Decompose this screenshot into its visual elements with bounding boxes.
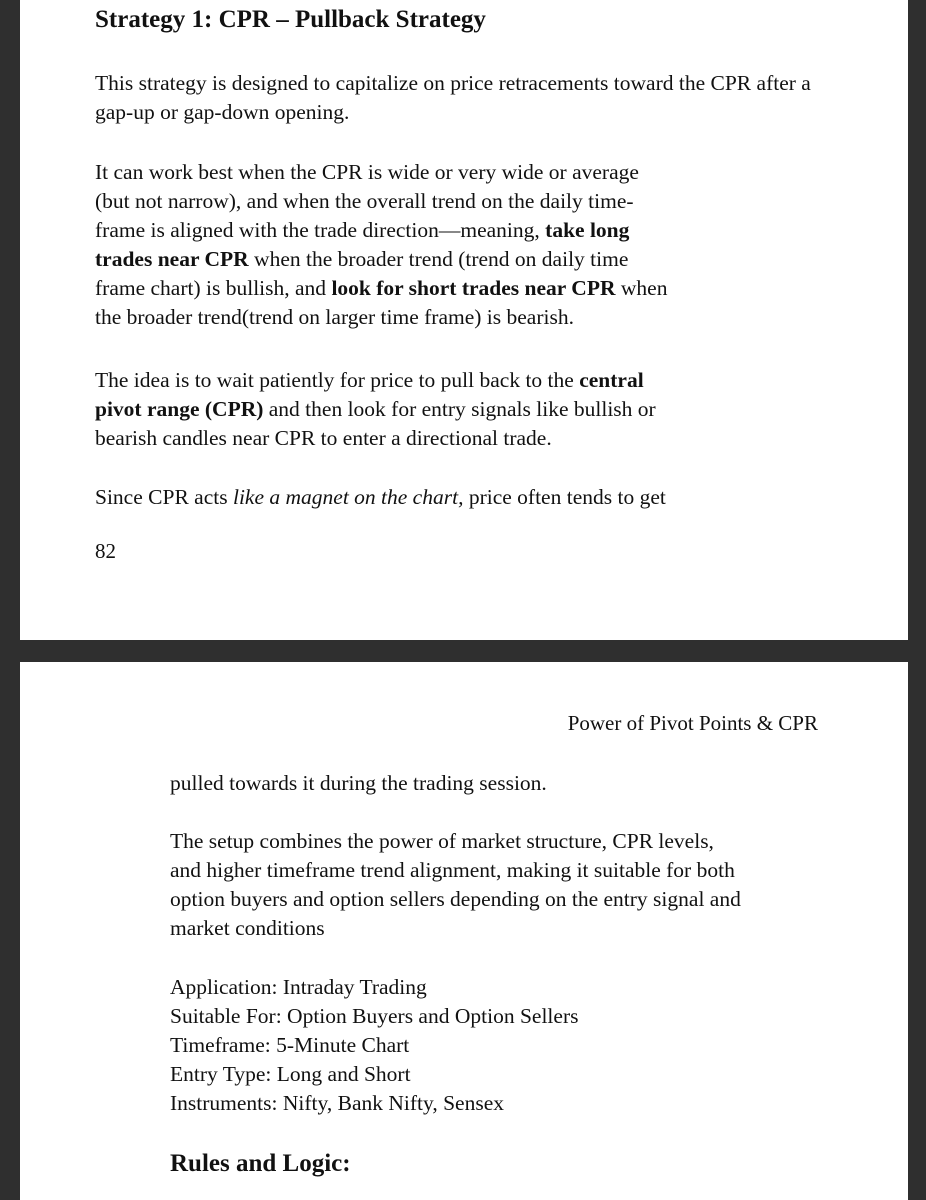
section-heading: Strategy 1: CPR – Pullback Strategy — [95, 6, 486, 33]
text-run: and higher timeframe trend alignment, making it suitable for both — [170, 858, 735, 882]
detail-application: Application: Intraday Trading — [170, 975, 427, 999]
text-run: option buyers and option sellers depending on the entry signal and — [170, 887, 741, 911]
text-run: bearish candles near CPR to enter a directional trade. — [95, 426, 552, 450]
paragraph-magnet — [95, 483, 815, 512]
text-run: The setup combines the power of market structure, CPR levels, — [170, 829, 714, 853]
bold-text: look for short trades near CPR — [331, 276, 616, 300]
text-run: Since CPR acts — [95, 485, 233, 509]
text-run: market conditions — [170, 916, 325, 940]
text-run: frame is aligned with the trade direction—meaning, — [95, 218, 546, 242]
running-header: Power of Pivot Points & CPR — [567, 711, 818, 735]
rules-heading: Rules and Logic: — [170, 1150, 351, 1177]
bold-text: central — [579, 368, 644, 392]
document-page-83 — [20, 662, 908, 1200]
detail-entry-type: Entry Type: Long and Short — [170, 1062, 411, 1086]
paragraph-conditions — [95, 158, 815, 332]
text-run: The idea is to wait patiently for price to pull back to the — [95, 368, 580, 392]
strategy-details-list — [170, 973, 578, 1118]
detail-timeframe: Timeframe: 5-Minute Chart — [170, 1033, 410, 1057]
document-page-82 — [20, 0, 908, 640]
paragraph-idea — [95, 366, 815, 453]
paragraph-intro: This strategy is designed to capitalize on price retracements toward the CPR after a gap-up or gap-down opening. — [95, 71, 811, 124]
text-run: when — [615, 276, 668, 300]
page-number: 82 — [95, 539, 116, 563]
detail-suitable-for: Suitable For: Option Buyers and Option Sellers — [170, 1004, 579, 1028]
detail-instruments: Instruments: Nifty, Bank Nifty, Sensex — [170, 1091, 505, 1115]
bold-text: take long — [545, 218, 630, 242]
text-run: the broader trend(trend on larger time frame) is bearish. — [95, 305, 574, 329]
text-run: when the broader trend (trend on daily time — [248, 247, 629, 271]
text-run: frame chart) is bullish, and — [95, 276, 332, 300]
text-run: price often tends to get — [463, 485, 666, 509]
bold-text: pivot range (CPR) — [95, 397, 264, 421]
text-run: It can work best when the CPR is wide or very wide or average — [95, 160, 639, 184]
italic-text: like a magnet on the chart, — [232, 485, 464, 509]
paragraph-continuation: pulled towards it during the trading session. — [170, 771, 547, 795]
paragraph-setup — [170, 827, 870, 943]
text-run: and then look for entry signals like bullish or — [263, 397, 656, 421]
text-run: (but not narrow), and when the overall trend on the daily time- — [95, 189, 634, 213]
bold-text: trades near CPR — [95, 247, 249, 271]
